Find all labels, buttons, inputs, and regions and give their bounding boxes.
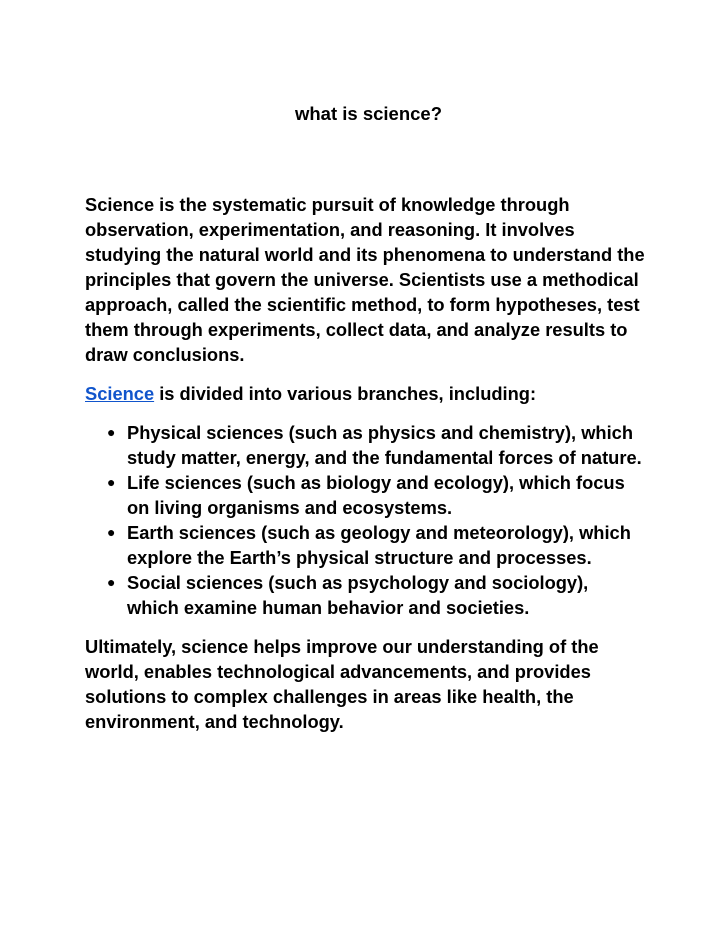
intro-paragraph: Science is the systematic pursuit of knowledge through observation, experimentation, and reasoning. It involves studying the natural world and its phenomena to understand the principles that govern the universe. Scientists use a methodical approach, called the scientific method, to form hypotheses, test them through experiments, collect data, and analyze results to draw conclusions. [85,194,645,365]
list-item-text: Physical sciences (such as physics and chemistry), which study matter, energy, and the fundamental forces of nature. [127,422,642,468]
bullet-icon: ● [107,574,116,590]
bullet-icon: ● [107,474,116,490]
list-item [85,420,645,470]
list-item [85,570,645,620]
conclusion-paragraph: Ultimately, science helps improve our understanding of the world, enables technological advancements, and provides solutions to complex challenges in areas like health, the environment, and technology. [85,636,599,732]
document-body [85,192,645,748]
list-item [85,470,645,520]
list-item-text: Social sciences (such as psychology and sociology), which examine human behavior and societies. [127,572,589,618]
branches-intro-text: is divided into various branches, including: [154,383,537,404]
bullet-icon: ● [107,424,116,440]
bullet-icon: ● [107,524,116,540]
branches-intro-paragraph [85,381,645,406]
branches-list [85,420,645,620]
science-link[interactable]: Science [85,383,155,404]
list-item-text: Life sciences (such as biology and ecology), which focus on living organisms and ecosystems. [127,472,625,518]
list-item [85,520,645,570]
document-title: what is science? [294,103,443,124]
list-item-text: Earth sciences (such as geology and meteorology), which explore the Earth’s physical structure and processes. [127,522,631,568]
